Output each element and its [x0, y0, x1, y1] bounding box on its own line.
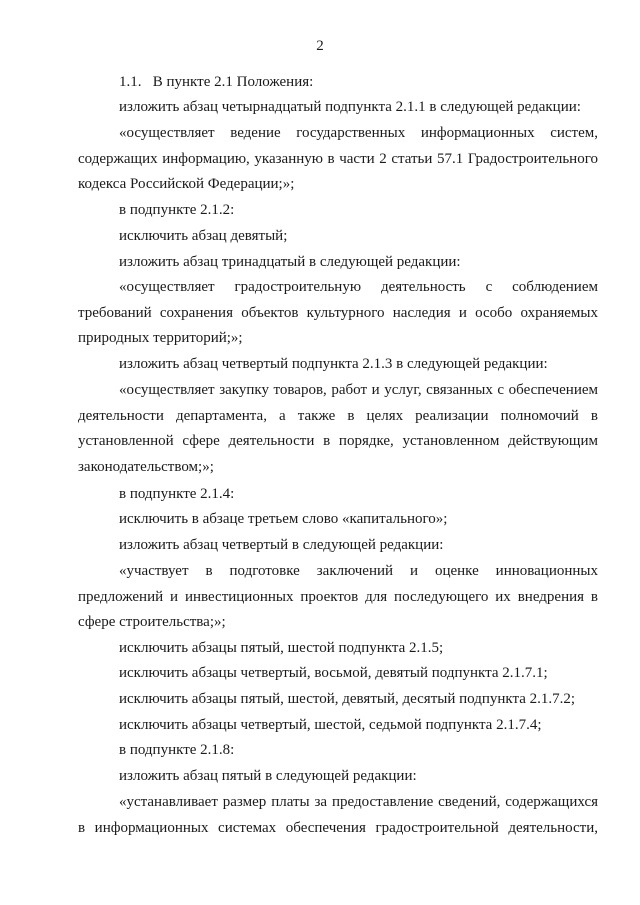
- page-number: 2: [316, 38, 324, 54]
- quoted-paragraph-continued: «устанавливает размер платы за предоставление сведений, содержащихся в информационных системах обеспечения градостроительной деятельности,: [78, 794, 598, 836]
- paragraph: исключить абзацы четвертый, шестой, седьмой подпункта 2.1.7.4;: [119, 717, 542, 733]
- quoted-paragraph: «участвует в подготовке заключений и оценке инновационных предложений и инвестиционных проектов для последующего их внедрения в сфере строительства;»;: [78, 563, 598, 631]
- paragraph: изложить абзац четвертый в следующей редакции:: [119, 537, 444, 553]
- paragraph: в подпункте 2.1.4:: [119, 486, 235, 502]
- paragraph: в подпункте 2.1.8:: [119, 742, 235, 758]
- paragraph: исключить абзацы четвертый, восьмой, девятый подпункта 2.1.7.1;: [119, 665, 548, 681]
- paragraph: изложить абзац четырнадцатый подпункта 2.1.1 в следующей редакции:: [119, 99, 581, 115]
- quoted-paragraph: «осуществляет градостроительную деятельность с соблюдением требований сохранения объектов культурного наследия и особо охраняемых природных территорий;»;: [78, 279, 598, 347]
- paragraph: изложить абзац пятый в следующей редакции:: [119, 768, 417, 784]
- quoted-paragraph: «осуществляет ведение государственных информационных систем, содержащих информацию, указанную в части 2 статьи 57.1 Градостроительного кодекса Российской Федерации;»;: [78, 125, 598, 193]
- paragraph: изложить абзац четвертый подпункта 2.1.3 в следующей редакции:: [119, 356, 548, 372]
- paragraph: исключить абзац девятый;: [119, 228, 288, 244]
- paragraph: исключить в абзаце третьем слово «капитального»;: [119, 511, 448, 527]
- quoted-paragraph: «осуществляет закупку товаров, работ и услуг, связанных с обеспечением деятельности департамента, а также в целях реализации полномочий в установленной сфере деятельности в порядке, установленном действующим законодательством;»;: [78, 382, 598, 475]
- paragraph: изложить абзац тринадцатый в следующей редакции:: [119, 254, 461, 270]
- paragraph-1-1-heading: 1.1. В пункте 2.1 Положения:: [119, 74, 314, 90]
- paragraph: в подпункте 2.1.2:: [119, 202, 235, 218]
- paragraph: исключить абзацы пятый, шестой подпункта 2.1.5;: [119, 640, 444, 656]
- paragraph: исключить абзацы пятый, шестой, девятый, десятый подпункта 2.1.7.2;: [119, 691, 576, 707]
